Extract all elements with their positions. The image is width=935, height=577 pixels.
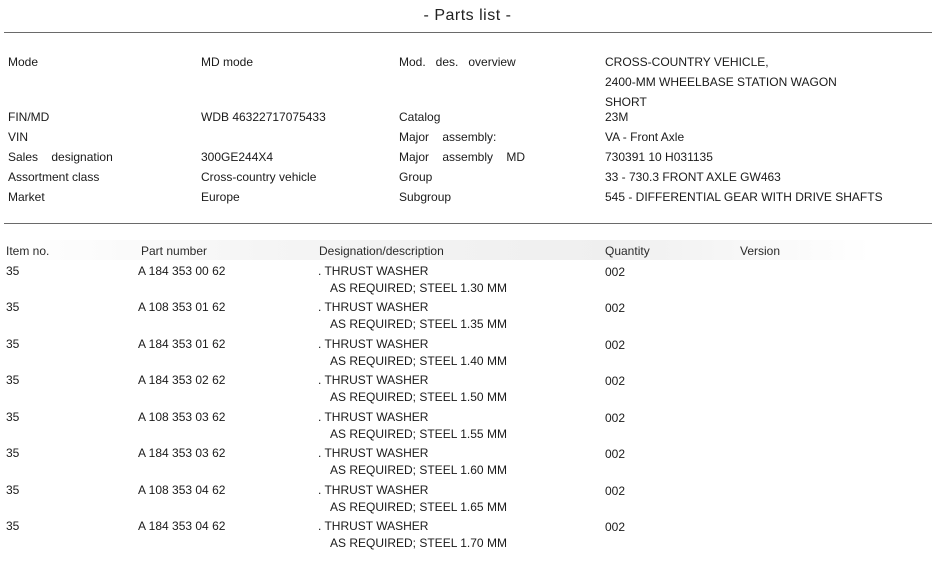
part-number[interactable]: A 108 353 01 62 bbox=[138, 300, 226, 314]
market-label: Market bbox=[8, 190, 45, 204]
quantity: 002 bbox=[605, 265, 626, 279]
group-value: 33 - 730.3 FRONT AXLE GW463 bbox=[605, 170, 781, 184]
item-no: 35 bbox=[6, 373, 20, 387]
item-no: 35 bbox=[6, 337, 20, 351]
description: AS REQUIRED; STEEL 1.55 MM bbox=[330, 427, 507, 441]
description: AS REQUIRED; STEEL 1.70 MM bbox=[330, 536, 507, 550]
subgroup-label: Subgroup bbox=[399, 190, 452, 204]
designation: . THRUST WASHER bbox=[318, 446, 429, 460]
designation: . THRUST WASHER bbox=[318, 264, 429, 278]
table-row[interactable] bbox=[0, 371, 935, 408]
top-divider bbox=[4, 32, 932, 33]
item-no: 35 bbox=[6, 264, 20, 278]
designation: . THRUST WASHER bbox=[318, 410, 429, 424]
fin-md-value: WDB 46322717075433 bbox=[201, 110, 326, 124]
catalog-value: 23M bbox=[605, 110, 629, 124]
catalog-label: Catalog bbox=[399, 110, 441, 124]
table-row[interactable] bbox=[0, 408, 935, 445]
designation: . THRUST WASHER bbox=[318, 373, 429, 387]
vin-label: VIN bbox=[8, 130, 29, 144]
part-number[interactable]: A 184 353 01 62 bbox=[138, 337, 226, 351]
quantity: 002 bbox=[605, 301, 626, 315]
page-title: - Parts list - bbox=[423, 7, 512, 24]
part-number[interactable]: A 184 353 00 62 bbox=[138, 264, 226, 278]
fin-md-label: FIN/MD bbox=[8, 110, 50, 124]
item-no: 35 bbox=[6, 300, 20, 314]
part-number[interactable]: A 108 353 03 62 bbox=[138, 410, 226, 424]
description: AS REQUIRED; STEEL 1.40 MM bbox=[330, 354, 507, 368]
table-row[interactable] bbox=[0, 481, 935, 518]
mode-value: MD mode bbox=[201, 55, 254, 69]
designation: . THRUST WASHER bbox=[318, 483, 429, 497]
description: AS REQUIRED; STEEL 1.50 MM bbox=[330, 390, 507, 404]
mode-label: Mode bbox=[8, 55, 39, 69]
quantity: 002 bbox=[605, 411, 626, 425]
mod-des-overview-line: CROSS-COUNTRY VEHICLE, bbox=[605, 55, 769, 69]
mod-des-overview-line: SHORT bbox=[605, 95, 647, 109]
major-assembly-md-label: Major assembly MD bbox=[399, 150, 526, 164]
mod-des-overview-line: 2400-MM WHEELBASE STATION WAGON bbox=[605, 75, 837, 89]
subgroup-value: 545 - DIFFERENTIAL GEAR WITH DRIVE SHAFTS bbox=[605, 190, 883, 204]
assortment-class-label: Assortment class bbox=[8, 170, 100, 184]
market-value: Europe bbox=[201, 190, 240, 204]
col-designation: Designation/description bbox=[319, 244, 444, 258]
description: AS REQUIRED; STEEL 1.65 MM bbox=[330, 500, 507, 514]
major-assembly-value: VA - Front Axle bbox=[605, 130, 685, 144]
header-divider bbox=[4, 223, 932, 224]
col-version: Version bbox=[740, 244, 781, 258]
col-part-number: Part number bbox=[141, 244, 208, 258]
sales-designation-label: Sales designation bbox=[8, 150, 113, 164]
item-no: 35 bbox=[6, 446, 20, 460]
part-number[interactable]: A 184 353 03 62 bbox=[138, 446, 226, 460]
table-row[interactable] bbox=[0, 262, 935, 299]
item-no: 35 bbox=[6, 483, 20, 497]
major-assembly-label: Major assembly: bbox=[399, 130, 497, 144]
sales-designation-value: 300GE244X4 bbox=[201, 150, 274, 164]
quantity: 002 bbox=[605, 338, 626, 352]
table-row[interactable] bbox=[0, 517, 935, 554]
group-label: Group bbox=[399, 170, 433, 184]
item-no: 35 bbox=[6, 410, 20, 424]
col-item-no: Item no. bbox=[6, 244, 50, 258]
mod-des-overview-label: Mod. des. overview bbox=[399, 55, 516, 69]
table-row[interactable] bbox=[0, 444, 935, 481]
part-number[interactable]: A 108 353 04 62 bbox=[138, 483, 226, 497]
assortment-class-value: Cross-country vehicle bbox=[201, 170, 317, 184]
description: AS REQUIRED; STEEL 1.30 MM bbox=[330, 281, 507, 295]
part-number[interactable]: A 184 353 02 62 bbox=[138, 373, 226, 387]
part-number[interactable]: A 184 353 04 62 bbox=[138, 519, 226, 533]
mod-des-overview-value bbox=[605, 52, 837, 112]
item-no: 35 bbox=[6, 519, 20, 533]
quantity: 002 bbox=[605, 447, 626, 461]
description: AS REQUIRED; STEEL 1.35 MM bbox=[330, 317, 507, 331]
col-quantity: Quantity bbox=[605, 244, 650, 258]
major-assembly-md-value: 730391 10 H031135 bbox=[605, 150, 713, 164]
designation: . THRUST WASHER bbox=[318, 519, 429, 533]
quantity: 002 bbox=[605, 484, 626, 498]
designation: . THRUST WASHER bbox=[318, 337, 429, 351]
quantity: 002 bbox=[605, 374, 626, 388]
table-row[interactable] bbox=[0, 298, 935, 335]
table-row[interactable] bbox=[0, 335, 935, 372]
designation: . THRUST WASHER bbox=[318, 300, 429, 314]
quantity: 002 bbox=[605, 520, 626, 534]
description: AS REQUIRED; STEEL 1.60 MM bbox=[330, 463, 507, 477]
